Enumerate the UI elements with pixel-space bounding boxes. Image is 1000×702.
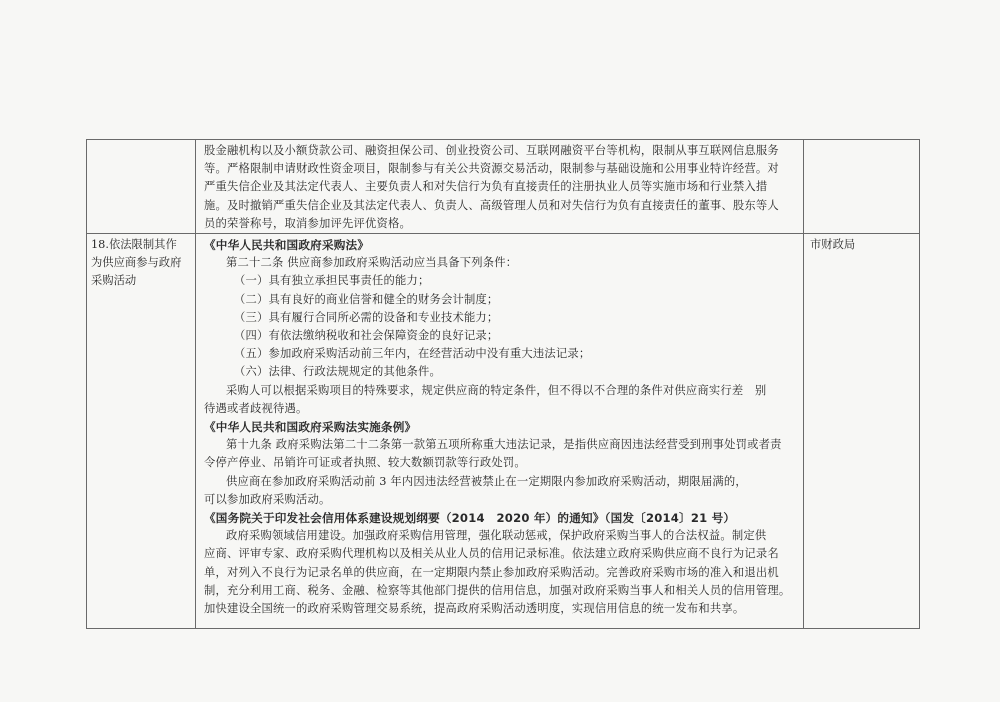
article-line: 第二十二条 供应商参加政府采购活动应当具备下列条件： xyxy=(226,256,518,270)
table-row xyxy=(87,234,920,629)
article-line: 应商、评审专家、政府采购代理机构以及相关从业人员的信用记录标准。依法建立政府采购供应商不良行为记录名 xyxy=(204,547,779,561)
condition-line: （四）有依法缴纳税收和社会保障资金的良好记录； xyxy=(234,329,499,343)
article-line: 采购人可以根据采购项目的特殊要求，规定供应商的特定条件，但不得以不合理的条件对供应商实行差 别 xyxy=(226,383,767,397)
item-cell-empty xyxy=(87,140,196,234)
department-cell xyxy=(804,234,920,629)
article-line: 供应商在参加政府采购活动前 3 年内因违法经营被禁止在一定期限内参加政府采购活动，期限届满的， xyxy=(226,474,747,488)
condition-line: （三）具有履行合同所必需的设备和专业技术能力； xyxy=(234,310,499,324)
law-title: 《国务院关于印发社会信用体系建设规划纲要（2014 2020 年）的通知》（国发〔2014〕21 号） xyxy=(204,511,736,526)
table-row xyxy=(87,140,920,234)
measure-line: 股金融机构以及小额贷款公司、融资担保公司、创业投资公司、互联网融资平台等机构，限制从事互联网信息服务 xyxy=(204,144,779,157)
item-name-line: 18.依法限制其作 xyxy=(91,238,177,252)
article-line: 令停产停业、吊销许可证或者执照、较大数额罚款等行政处罚。 xyxy=(204,456,526,470)
department-cell-empty xyxy=(804,140,920,234)
article-line: 加快建设全国统一的政府采购管理交易系统，提高政府采购活动透明度，实现信用信息的统一发布和共享。 xyxy=(204,602,745,616)
law-title: 《中华人民共和国政府采购法》 xyxy=(204,238,370,253)
condition-line: （五）参加政府采购活动前三年内，在经营活动中没有重大违法记录； xyxy=(234,347,591,361)
article-line: 制，充分利用工商、税务、金融、检察等其他部门提供的信用信息，加强对政府采购当事人和相关人员的信用管理。 xyxy=(204,583,791,597)
measures-text-cell xyxy=(196,140,804,234)
article-line: 单，对列入不良行为记录名单的供应商，在一定期限内禁止参加政府采购活动。完善政府采购市场的准入和退出机 xyxy=(204,565,779,579)
article-line: 可以参加政府采购活动。 xyxy=(204,492,331,506)
credit-measures-table xyxy=(86,139,920,629)
department-name: 市财政局 xyxy=(810,238,856,252)
law-title: 《中华人民共和国政府采购法实施条例》 xyxy=(204,420,417,435)
article-line: 第十九条 政府采购法第二十二条第一款第五项所称重大违法记录，是指供应商因违法经营受到刑事处罚或者责 xyxy=(226,438,782,452)
legal-basis-cell xyxy=(196,234,804,629)
measure-line: 施。及时撤销严重失信企业及其法定代表人、负责人、高级管理人员和对失信行为负有直接责任的董事、股东等人 xyxy=(204,198,779,212)
measure-line: 等。严格限制申请财政性资金项目，限制参与有关公共资源交易活动，限制参与基础设施和公用事业特许经营。对 xyxy=(204,162,779,176)
article-line: 待遇或者歧视待遇。 xyxy=(204,401,308,415)
item-name-cell xyxy=(87,234,196,629)
condition-line: （二）具有良好的商业信誉和健全的财务会计制度； xyxy=(234,292,499,306)
measure-line: 员的荣誉称号，取消参加评先评优资格。 xyxy=(204,216,411,230)
item-name-line: 采购活动 xyxy=(91,274,137,288)
condition-line: （六）法律、行政法规规定的其他条件。 xyxy=(234,365,441,379)
article-line: 政府采购领域信用建设。加强政府采购信用管理，强化联动惩戒，保护政府采购当事人的合法权益。制定供 xyxy=(226,529,767,543)
item-name-line: 为供应商参与政府 xyxy=(91,256,182,270)
measure-line: 严重失信企业及其法定代表人、主要负责人和对失信行为负有直接责任的注册执业人员等实施市场和行业禁入措 xyxy=(204,180,768,194)
condition-line: （一）具有独立承担民事责任的能力； xyxy=(234,274,430,288)
